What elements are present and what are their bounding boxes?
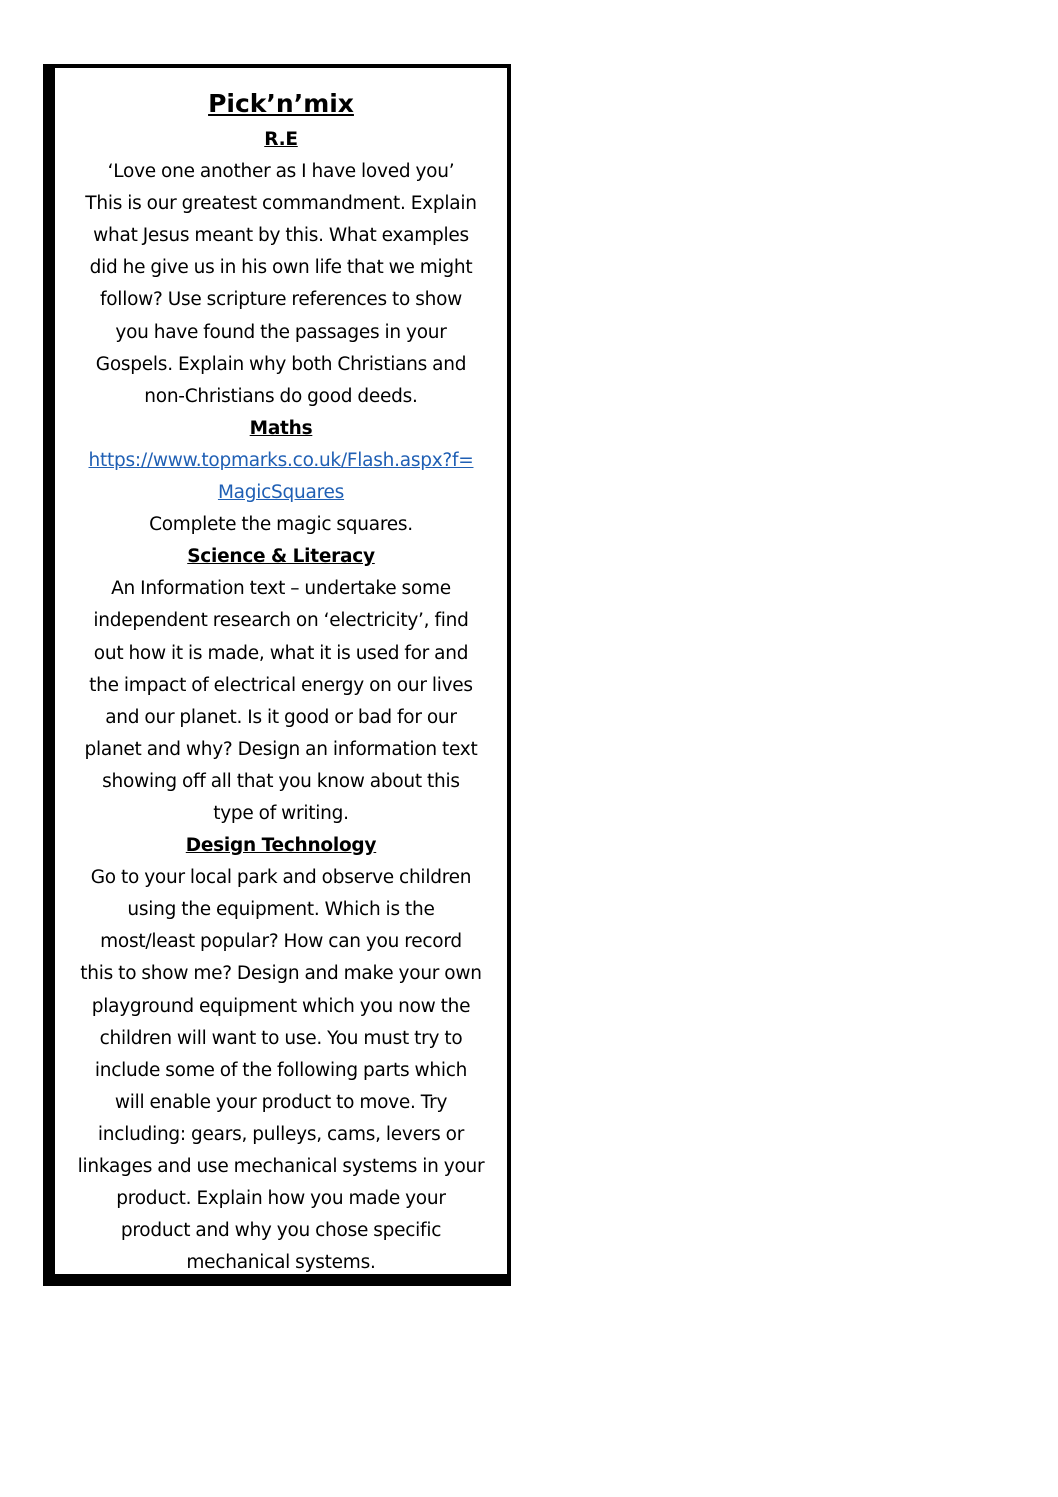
re-text-line: non-Christians do good deeds. (144, 385, 418, 407)
section-heading-maths: Maths (249, 417, 313, 439)
re-text-line: follow? Use scripture references to show (99, 289, 463, 311)
dt-text-line: including: gears, pulleys, cams, levers or (97, 1123, 465, 1145)
re-text-line: ‘Love one another as I have loved you’ (107, 161, 455, 183)
dt-text-line: this to show me? Design and make your own (80, 963, 482, 985)
dt-text-line: will enable your product to move. Try (114, 1091, 448, 1113)
re-text-line: Gospels. Explain why both Christians and (95, 353, 467, 375)
section-heading-re: R.E (264, 129, 298, 150)
maths-text-line: Complete the magic squares. (149, 514, 413, 536)
topmarks-link-continued[interactable]: MagicSquares (217, 482, 345, 504)
dt-text-line: playground equipment which you now the (91, 995, 471, 1017)
dt-text-line: most/least popular? How can you record (100, 931, 462, 953)
dt-text-line: mechanical systems. (186, 1252, 376, 1274)
page-title: Pick’n’mix (208, 89, 354, 118)
science-text-line: type of writing. (213, 802, 349, 824)
science-text-line: independent research on ‘electricity’, find (93, 610, 469, 632)
dt-text-line: include some of the following parts which (94, 1059, 468, 1081)
science-text-line: An Information text – undertake some (111, 578, 451, 600)
dt-text-line: Go to your local park and observe children (90, 867, 472, 889)
dt-text-line: children will want to use. You must try to (99, 1027, 463, 1049)
science-text-line: the impact of electrical energy on our lives (89, 674, 473, 696)
re-text-line: what Jesus meant by this. What examples (93, 225, 469, 247)
section-heading-science-literacy: Science & Literacy (187, 546, 375, 568)
science-text-line: out how it is made, what it is used for and (93, 642, 469, 664)
science-text-line: planet and why? Design an information text (84, 738, 478, 760)
dt-text-line: product. Explain how you made your (116, 1188, 446, 1210)
panel-content (55, 84, 507, 1279)
re-text-line: This is our greatest commandment. Explain (85, 193, 477, 215)
section-heading-design-technology: Design Technology (185, 835, 377, 857)
science-text-line: and our planet. Is it good or bad for our (105, 706, 457, 728)
re-text-line: did he give us in his own life that we might (89, 257, 473, 279)
dt-text-line: product and why you chose specific (120, 1220, 442, 1242)
dt-text-line: linkages and use mechanical systems in your (77, 1156, 485, 1177)
re-text-line: you have found the passages in your (115, 321, 447, 343)
dt-text-line: using the equipment. Which is the (127, 899, 435, 921)
science-text-line: showing off all that you know about this (102, 770, 460, 792)
pick-n-mix-panel (43, 64, 511, 1286)
topmarks-link[interactable]: https://www.topmarks.co.uk/Flash.aspx?f= (88, 449, 474, 471)
